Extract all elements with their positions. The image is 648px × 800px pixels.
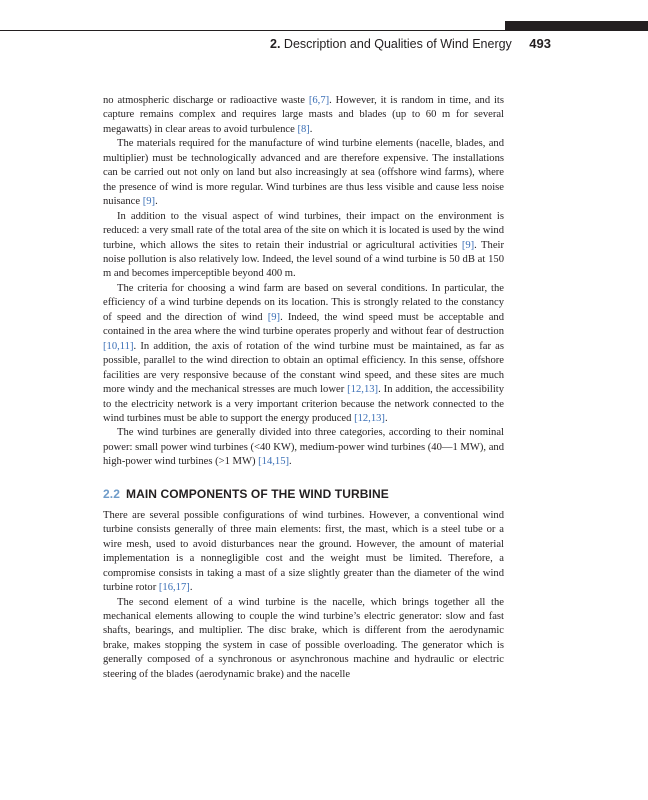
paragraph-text: . Indeed, the wind speed must be acceptable and contained in the area where the wind turbine operates properly and without fear of destruction <box>103 311 504 338</box>
paragraph-text: . <box>384 412 388 424</box>
page-number: 493 <box>529 36 551 51</box>
paragraph <box>103 210 504 282</box>
citation-link[interactable]: [6,7] <box>308 95 330 106</box>
citation-link[interactable]: [9] <box>267 311 281 323</box>
citation-link[interactable]: [12,13] <box>354 412 385 424</box>
paragraph-text: . In addition, the accessibility to the electricity network is a very important criterion because the network connected to the wind turbines must be able to support the energy produced <box>103 384 504 424</box>
paragraph <box>103 426 504 469</box>
paragraph-text: . In addition, the axis of rotation of the wind turbine must be maintained, as far as possible, parallel to the wind direction to obtain an optimal efficiency. In this sense, offshore facilities are very responsive because of the constant wind speed, and these sites are much more windy and the mechanical stresses are much lower <box>103 340 504 396</box>
paragraph-text: The second element of a wind turbine is the nacelle, which brings together all the mechanical elements allowing to couple the wind turbine’s electric generator: slow and fast shafts, bearings, and multiplier. The disc brake, which is different from the aerodynamic brake, makes stopping the system in case of possible overloading. The generator which is generally composed of a synchronous or asynchronous machine and hydraulic or electric steering of the blades (aerodynamic brake) and the nacelle <box>103 596 504 680</box>
paragraph-text: The materials required for the manufacture of wind turbine elements (nacelle, blades, and multiplier) must be technologically advanced and are therefore expensive. The installations can be carried out not only on land but also increasingly at sea (offshore wind farms), where the presence of wind is more regular. Wind turbines are thus less visible and cause less noise nuisance <box>103 138 504 208</box>
citation-link[interactable]: [12,13] <box>347 384 379 396</box>
header-rule <box>0 30 648 31</box>
section-heading <box>103 487 504 501</box>
paragraph <box>103 94 504 137</box>
paragraph-text: . Their noise pollution is also relatively low. Indeed, the level sound of a wind turbine is 50 dB at 150 m and becomes imperceptible beyond 400 m. <box>103 239 504 280</box>
section-title: MAIN COMPONENTS OF THE WIND TURBINE <box>125 486 389 501</box>
paragraph-text: . <box>189 582 193 594</box>
paragraph <box>103 282 504 427</box>
running-head <box>270 36 551 51</box>
paragraph-text: . <box>309 123 313 135</box>
paragraph-text: . <box>289 456 292 468</box>
citation-link[interactable]: [14,15] <box>258 456 290 468</box>
paragraph-text: There are several possible configurations of wind turbines. However, a conventional wind turbine consists generally of three main elements: first, the mast, which is a steel tube or a wire mesh, used to avoid disturbances near the ground. However, the amount of material implementation is a nonnegligible cost and the weight must be limited. Therefore, a compromise consists in taking a mast of a size slightly greater than the diameter of the wind turbine rotor <box>103 509 504 594</box>
citation-link[interactable]: [8] <box>297 123 310 135</box>
paragraph-text: The wind turbines are generally divided into three categories, according to their nominal power: small power wind turbines (<40 KW), medium-power wind turbines (40—1 MW), and high-power wind turbines (>1 MW) <box>103 427 504 468</box>
citation-link[interactable]: [9] <box>142 196 156 208</box>
paragraph-text: . However, it is random in time, and its capture remains complex and requires large masts and blades (up to 60 m for several megawatts) in clear areas to avoid turbulence <box>103 95 504 135</box>
section-text <box>103 509 504 682</box>
citation-link[interactable]: [16,17] <box>158 582 190 594</box>
page-body <box>103 94 504 682</box>
paragraph-text: no atmospheric discharge or radioactive waste <box>103 95 309 106</box>
section-number: 2.2 <box>103 486 120 501</box>
chapter-number: 2. <box>270 37 281 51</box>
paragraph <box>103 596 504 683</box>
paragraph <box>103 137 504 209</box>
paragraph-text: In addition to the visual aspect of wind turbines, their impact on the environment is reduced: a very small rate of the total area of the site on which it is located is used by the wind turbine, which allows the sites to retain their industrial or agricultural activities <box>103 210 504 251</box>
intro-text <box>103 94 504 470</box>
paragraph-text: . <box>155 196 158 208</box>
citation-link[interactable]: [9] <box>461 239 475 251</box>
chapter-title: Description and Qualities of Wind Energy <box>283 37 512 51</box>
paragraph-text: The criteria for choosing a wind farm are based on several conditions. In particular, the efficiency of a wind turbine depends on its location. This is strongly related to the constancy of speed and the direction of wind <box>103 282 504 323</box>
citation-link[interactable]: [10,11] <box>103 340 134 352</box>
paragraph <box>103 509 504 596</box>
